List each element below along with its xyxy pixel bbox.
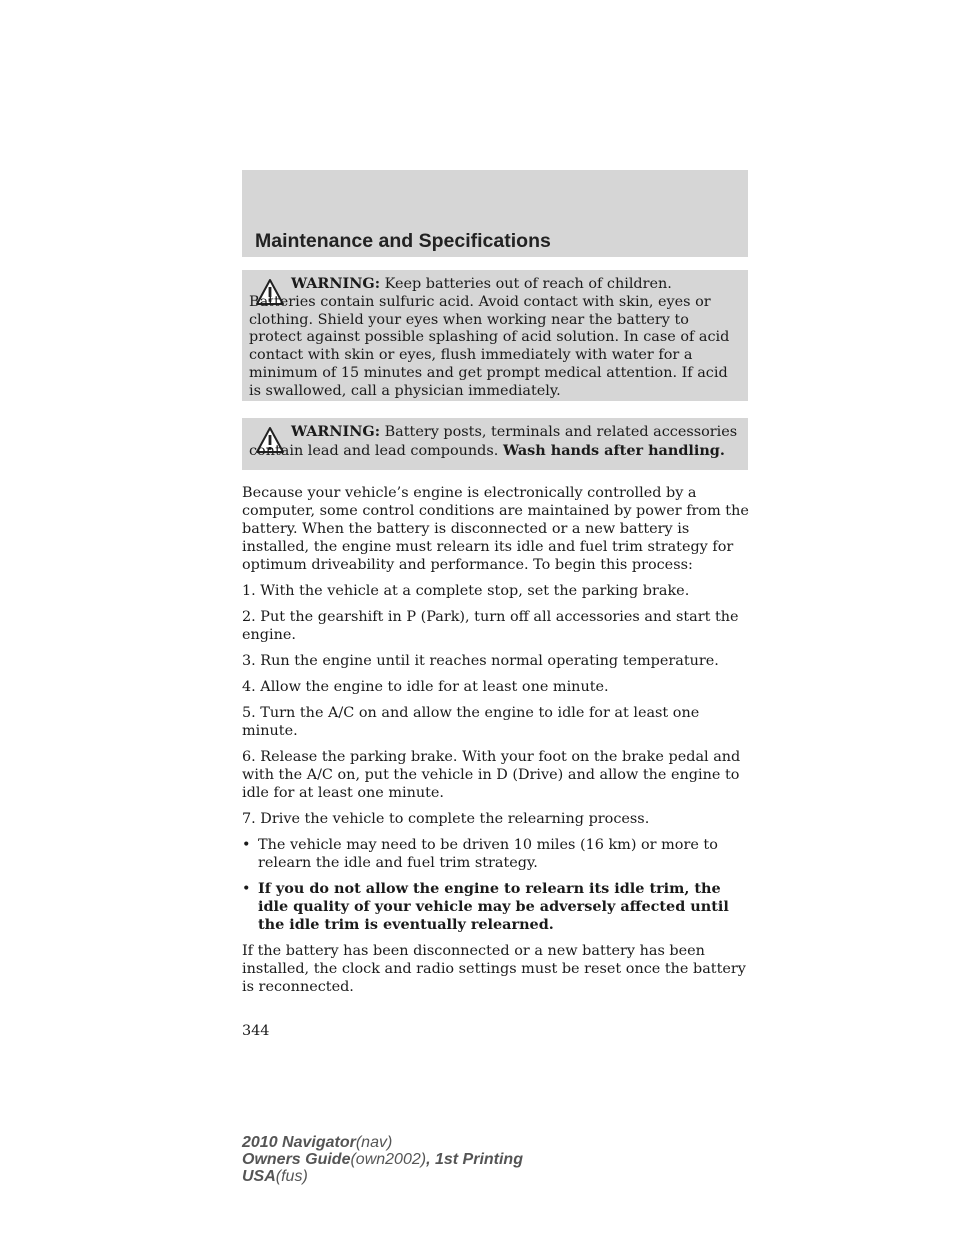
body-text	[242, 484, 752, 1004]
bullet-dot-icon: •	[242, 881, 251, 897]
warning-label: WARNING:	[291, 275, 381, 292]
step-3: 3. Run the engine until it reaches normal operating temperature.	[242, 653, 719, 669]
bullet-item	[242, 836, 752, 872]
intro-paragraph: Because your vehicle’s engine is electronically controlled by a computer, some control conditions are maintained by power from the battery. When the battery is disconnected or a new battery is installed, the engine must relearn its idle and fuel trim strategy for optimum driveability and performance. To begin this process:	[242, 485, 749, 573]
closing-paragraph: If the battery has been disconnected or a new battery has been installed, the clock and radio settings must be reset once the battery is reconnected.	[242, 943, 746, 995]
step-6: 6. Release the parking brake. With your foot on the brake pedal and with the A/C on, put the vehicle in D (Drive) and allow the engine to idle for at least one minute.	[242, 749, 741, 801]
warning-body: contain sulfuric acid. Avoid contact with skin, eyes or clothing. Shield your eyes when working near the battery to protect against possible splashing of acid solution. In case of acid contact with skin or eyes, flush immediately with water for a minimum of 15 minutes and get prompt medical attention. If acid is swallowed, call a physician immediately.	[249, 293, 730, 399]
bullet-item	[242, 880, 752, 934]
bullet-text: If you do not allow the engine to relearn its idle trim, the idle quality of your vehicle may be adversely affected until the idle trim is eventually relearned.	[258, 880, 729, 933]
bullet-dot-icon: •	[242, 837, 251, 853]
footer-market: USA	[242, 1168, 276, 1185]
step-5: 5. Turn the A/C on and allow the engine to idle for at least one minute.	[242, 705, 700, 739]
footer-guide-code: (own2002)	[350, 1151, 427, 1168]
warning-box-lead	[242, 418, 748, 470]
bullet-text: The vehicle may need to be driven 10 miles (16 km) or more to relearn the idle and fuel trim strategy.	[258, 837, 718, 871]
step-1: 1. With the vehicle at a complete stop, set the parking brake.	[242, 583, 690, 599]
warning-body: Battery posts, terminals and related accessories contain lead and lead compounds.	[249, 424, 738, 459]
step-4: 4. Allow the engine to idle for at least one minute.	[242, 679, 609, 695]
footer-model: 2010 Navigator	[242, 1134, 356, 1151]
warning-bold-note: Wash hands after handling.	[502, 441, 725, 459]
warning-first-line: Keep batteries out of reach of children. Batteries	[249, 276, 672, 310]
warning-text	[249, 423, 743, 461]
warning-box-battery-acid	[242, 270, 748, 401]
step-7: 7. Drive the vehicle to complete the relearning process.	[242, 811, 650, 827]
print-footer	[242, 1134, 523, 1185]
footer-market-code: (fus)	[275, 1168, 308, 1185]
step-2: 2. Put the gearshift in P (Park), turn off all accessories and start the engine.	[242, 609, 739, 643]
footer-guide: Owners Guide	[242, 1151, 351, 1168]
warning-label: WARNING:	[291, 423, 381, 440]
warning-text	[249, 275, 743, 401]
section-title: Maintenance and Specifications	[255, 230, 551, 252]
page-number: 344	[242, 1023, 270, 1039]
footer-printing: , 1st Printing	[426, 1151, 523, 1168]
footer-model-code: (nav)	[355, 1134, 393, 1151]
